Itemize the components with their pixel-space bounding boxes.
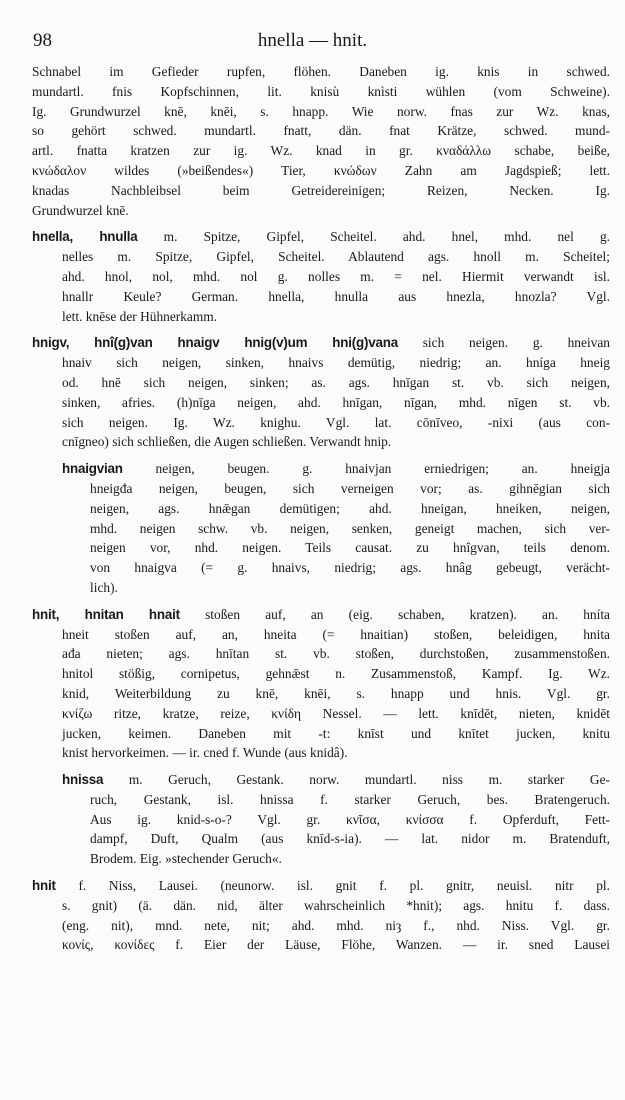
entry-line bbox=[32, 62, 610, 82]
entry-line bbox=[62, 538, 610, 558]
entry-line bbox=[62, 770, 610, 790]
line-text: cnīgneo) sich schließen, die Augen schließen. Verwandt hnip. bbox=[62, 434, 392, 450]
entry-line bbox=[62, 519, 610, 539]
line-text: hnitol stößig, cornipetus, gehnǣst n. Zusammenstoß, Kampf. Ig. Wz. bbox=[62, 666, 610, 682]
entry-line bbox=[62, 829, 610, 849]
sub-entry bbox=[62, 459, 610, 598]
entry-line bbox=[32, 161, 610, 181]
entry-line bbox=[32, 267, 610, 287]
line-text: κονίς, κονίδες f. Eier der Läuse, Flöhe, Wanzen. — ir. sned Lausei bbox=[62, 937, 610, 953]
line-text: f. Niss, Lausei. (neunorw. isl. gnit f. pl. gnitr, neuisl. nitr pl. bbox=[55, 878, 610, 894]
running-title: hnella — hnit. bbox=[257, 30, 368, 51]
line-text: von hnaigva (= g. hnaivs, niedrig; ags. hnâg gebeugt, verächt- bbox=[90, 560, 610, 576]
page-number: 98 bbox=[33, 30, 52, 51]
headword: hnit, hnitan hnait bbox=[32, 606, 180, 622]
line-text: Grundwurzel knē. bbox=[32, 202, 129, 218]
line-text: sich neigen. Ig. Wz. knighu. Vgl. lat. cōnīveo, -nixi (aus con- bbox=[62, 414, 610, 430]
line-text: dampf, Duft, Qualm (aus knīd-s-ia). — lat. nidor m. Bratenduft, bbox=[90, 831, 610, 847]
entry-line bbox=[32, 181, 610, 201]
line-text: m. Geruch, Gestank. norw. mundartl. niss m. starker Ge- bbox=[103, 772, 610, 788]
line-text: lett. knēse der Hühnerkamm. bbox=[62, 308, 218, 324]
entry-line bbox=[32, 373, 610, 393]
entry-line bbox=[32, 432, 610, 452]
line-text: (eng. nit), mnd. nete, nit; ahd. mhd. niȝ f., nhd. Niss. Vgl. gr. bbox=[62, 917, 610, 933]
line-text: knid, Weiterbildung zu knē, knēi, s. hnapp und hnis. Vgl. gr. bbox=[62, 685, 610, 701]
entry-line bbox=[32, 121, 610, 141]
line-text: lich). bbox=[90, 579, 118, 595]
line-text: s. gnit) (ä. dän. nid, älter wahrscheinlich *hnit); ags. hnitu f. dass. bbox=[62, 897, 610, 913]
line-text: jucken, keimen. Daneben mit -t: knīst und knītet jucken, knitu bbox=[62, 725, 610, 741]
entry-line bbox=[32, 916, 610, 936]
headword: hnissa bbox=[62, 772, 104, 788]
line-text: Schnabel im Gefieder rupfen, flöhen. Daneben ig. knis in schwed. bbox=[32, 64, 610, 79]
line-text: hnallr Keule? German. hnella, hnulla aus hnezla, hnozla? Vgl. bbox=[62, 288, 610, 304]
line-text: mhd. neigen schw. vb. neigen, senken, geneigt machen, sich ver- bbox=[90, 520, 610, 536]
entry-line bbox=[32, 413, 610, 433]
entry-line bbox=[32, 307, 610, 327]
entry-line bbox=[62, 790, 610, 810]
line-text: Ig. Grundwurzel knē, knēi, s. hnapp. Wie norw. fnas zur Wz. knas, bbox=[32, 103, 610, 119]
line-text: ahd. hnol, nol, mhd. nol g. nolles m. = nel. Hiermit verwandt isl. bbox=[62, 268, 610, 284]
line-text: sich neigen. g. hneivan bbox=[397, 335, 611, 351]
entry-line bbox=[32, 644, 610, 664]
dictionary-entry bbox=[32, 605, 610, 763]
entry-line bbox=[32, 625, 610, 645]
line-text: ađa nieten; ags. hnītan st. vb. stoßen, durchstoßen, zusammenstoßen. bbox=[62, 646, 610, 662]
line-text: Aus ig. knid-s-o-? Vgl. gr. κνῖσα, κνίσσα f. Opferduft, Fett- bbox=[90, 811, 610, 827]
headword: hnaigvian bbox=[62, 461, 123, 477]
dictionary-entry bbox=[32, 876, 610, 955]
entry-line bbox=[32, 353, 610, 373]
line-text: neigen vor, nhd. neigen. Teils causat. zu hnîgvan, teils denom. bbox=[90, 540, 610, 556]
headword: hnit bbox=[32, 878, 56, 894]
line-text: nelles m. Spitze, Gipfel, Scheitel. Ablautend ags. hnoll m. Scheitel; bbox=[62, 249, 610, 265]
page-body bbox=[32, 62, 610, 955]
line-text: neigen, beugen. g. hnaivjan erniedrigen; an. hneigja bbox=[122, 461, 610, 477]
entry-line bbox=[32, 876, 610, 896]
entry-line bbox=[32, 227, 610, 247]
entry-line bbox=[32, 287, 610, 307]
line-text: κνώδαλον wildes (»beißendes«) Tier, κνώδων Zahn am Jagdspieß; lett. bbox=[32, 162, 610, 178]
page-header bbox=[0, 30, 625, 56]
entry-line bbox=[32, 743, 610, 763]
entry-line bbox=[62, 578, 610, 598]
line-text: Brodem. Eig. »stechender Geruch«. bbox=[90, 851, 282, 867]
entry-line bbox=[32, 704, 610, 724]
dictionary-entry bbox=[32, 227, 610, 326]
entry-line bbox=[32, 664, 610, 684]
headword: hnigv, hnî(g)van hnaigv hnig(v)um hni(g)vana bbox=[32, 335, 398, 351]
entry-line bbox=[32, 684, 610, 704]
line-text: κνίζω ritze, kratze, reize, κνίδη Nessel. — lett. knīdēt, nieten, knidēt bbox=[62, 705, 610, 721]
entry-line bbox=[32, 201, 610, 221]
entry-line bbox=[32, 333, 610, 353]
entry-line bbox=[32, 605, 610, 625]
headword: hnella, hnulla bbox=[32, 229, 138, 245]
entry-line bbox=[32, 141, 610, 161]
line-text: hneit stoßen auf, an, hneita (= hnaitian) stoßen, beleidigen, hnita bbox=[62, 626, 610, 642]
line-text: knist hervorkeimen. — ir. cned f. Wunde (aus knidâ). bbox=[62, 745, 348, 761]
entry-line bbox=[62, 499, 610, 519]
line-text: so gehört schwed. mundartl. fnatt, dän. fnat Krätze, schwed. mund- bbox=[32, 123, 610, 139]
line-text: sinken, afries. (h)nīga neigen, ahd. hnīgan, nīgan, mhd. nīgen st. vb. bbox=[62, 394, 610, 410]
line-text: knadas Nachbleibsel beim Getreidereinigen; Reizen, Necken. Ig. bbox=[32, 182, 610, 198]
entry-line bbox=[62, 479, 610, 499]
entry-line bbox=[32, 102, 610, 122]
entry-line bbox=[32, 896, 610, 916]
entry-line bbox=[32, 82, 610, 102]
line-text: mundartl. fnis Kopfschinnen, lit. knisù knìsti wühlen (vom Schweine). bbox=[32, 83, 610, 99]
entry-line bbox=[62, 810, 610, 830]
line-text: od. hnē sich neigen, sinken; as. ags. hnīgan st. vb. sich neigen, bbox=[62, 374, 610, 390]
line-text: hnaiv sich neigen, sinken, hnaivs demütig, niedrig; an. hníga hneig bbox=[62, 355, 610, 371]
dictionary-entry bbox=[32, 333, 610, 452]
line-text: hneigđa neigen, beugen, sich verneigen vor; as. gihnēgian sich bbox=[90, 480, 610, 496]
entry-line bbox=[32, 724, 610, 744]
entry-line bbox=[32, 393, 610, 413]
sub-entry bbox=[62, 770, 610, 869]
entry-line bbox=[32, 935, 610, 955]
line-text: ruch, Gestank, isl. hnissa f. starker Geruch, bes. Bratengeruch. bbox=[90, 791, 610, 807]
line-text: neigen, ags. hnǣgan demütigen; ahd. hneigan, hneiken, neigen, bbox=[90, 500, 610, 516]
entry-line bbox=[62, 558, 610, 578]
line-text: stoßen auf, an (eig. schaben, kratzen). an. hníta bbox=[179, 606, 610, 622]
entry-line bbox=[62, 849, 610, 869]
line-text: artl. fnatta kratzen zur ig. Wz. knad in gr. κναδάλλω schabe, beiße, bbox=[32, 143, 610, 159]
entry-continuation bbox=[32, 62, 610, 220]
entry-line bbox=[62, 459, 610, 479]
entry-line bbox=[32, 247, 610, 267]
line-text: m. Spitze, Gipfel, Scheitel. ahd. hnel, mhd. nel g. bbox=[137, 229, 610, 245]
